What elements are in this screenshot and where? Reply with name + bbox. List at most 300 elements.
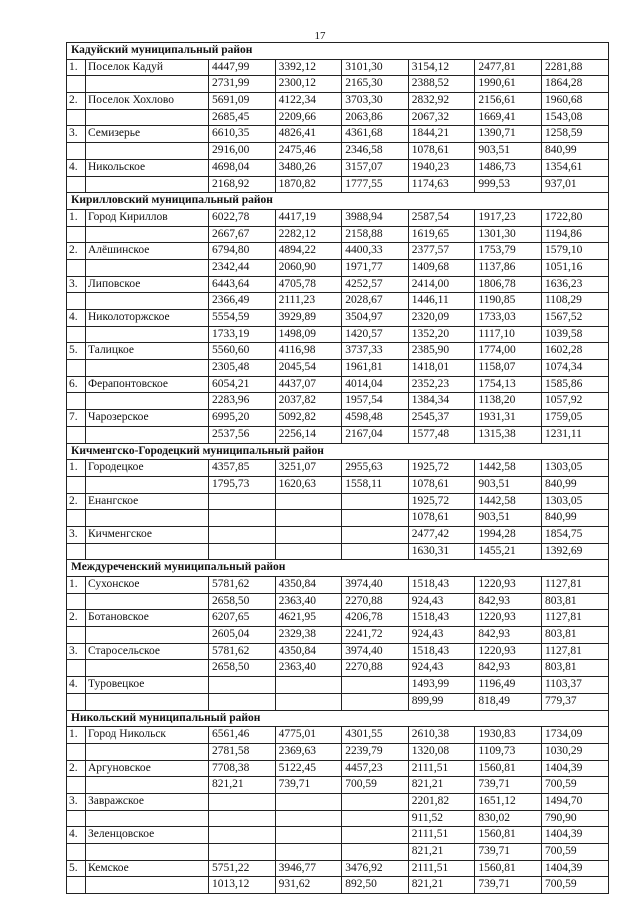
- value-cell: 1567,52: [541, 310, 608, 327]
- row-index: 4.: [67, 827, 86, 844]
- value-cell: 803,81: [541, 593, 608, 610]
- value-cell: 1930,83: [475, 727, 542, 744]
- value-cell: 3504,97: [342, 310, 409, 327]
- section-title: Кирилловский муниципальный район: [67, 193, 609, 210]
- value-cell: 4400,33: [342, 243, 409, 260]
- table-row: [67, 777, 609, 794]
- value-cell: 840,99: [541, 510, 608, 527]
- value-cell: 2067,32: [408, 109, 475, 126]
- value-cell: 6995,20: [209, 410, 276, 427]
- settlement-name: [86, 293, 209, 310]
- value-cell: 2281,88: [541, 59, 608, 76]
- value-cell: 1558,11: [342, 476, 409, 493]
- value-cell: 2165,30: [342, 76, 409, 93]
- settlement-name: [86, 360, 209, 377]
- value-cell: 2300,12: [275, 76, 342, 93]
- settlement-name: Город Кириллов: [86, 209, 209, 226]
- value-cell: 3737,33: [342, 343, 409, 360]
- value-cell: 1486,73: [475, 159, 542, 176]
- value-cell: 6207,65: [209, 610, 276, 627]
- value-cell: 3946,77: [275, 860, 342, 877]
- value-cell: 700,59: [541, 844, 608, 861]
- row-index: [67, 109, 86, 126]
- value-cell: 1925,72: [408, 493, 475, 510]
- table-row: [67, 426, 609, 443]
- value-cell: [342, 827, 409, 844]
- value-cell: 5092,82: [275, 410, 342, 427]
- value-cell: 3974,40: [342, 643, 409, 660]
- value-cell: 1231,11: [541, 426, 608, 443]
- table-row: [67, 343, 609, 360]
- row-index: 3.: [67, 643, 86, 660]
- settlement-name: [86, 76, 209, 93]
- value-cell: 1352,20: [408, 326, 475, 343]
- value-cell: 1420,57: [342, 326, 409, 343]
- settlement-name: [86, 877, 209, 894]
- value-cell: 1795,73: [209, 476, 276, 493]
- value-cell: 1117,10: [475, 326, 542, 343]
- settlement-name: [86, 693, 209, 710]
- table-row: [67, 243, 609, 260]
- value-cell: 2156,61: [475, 93, 542, 110]
- row-index: [67, 143, 86, 160]
- settlement-name: Чарозерское: [86, 410, 209, 427]
- value-cell: 1190,85: [475, 293, 542, 310]
- row-index: [67, 326, 86, 343]
- settlement-name: Семизерье: [86, 126, 209, 143]
- value-cell: 790,90: [541, 810, 608, 827]
- value-cell: 2477,81: [475, 59, 542, 76]
- table-row: [67, 326, 609, 343]
- table-row: [67, 577, 609, 594]
- table-row: [67, 493, 609, 510]
- value-cell: 4252,57: [342, 276, 409, 293]
- section-title: Никольский муниципальный район: [67, 710, 609, 727]
- value-cell: 6561,46: [209, 727, 276, 744]
- table-row: [67, 109, 609, 126]
- value-cell: 999,53: [475, 176, 542, 193]
- value-cell: 4705,78: [275, 276, 342, 293]
- value-cell: 1039,58: [541, 326, 608, 343]
- value-cell: [275, 693, 342, 710]
- row-index: 2.: [67, 760, 86, 777]
- row-index: [67, 660, 86, 677]
- value-cell: 3476,92: [342, 860, 409, 877]
- value-cell: 2241,72: [342, 627, 409, 644]
- settlement-name: [86, 426, 209, 443]
- value-cell: 937,01: [541, 176, 608, 193]
- value-cell: 5691,09: [209, 93, 276, 110]
- row-index: [67, 393, 86, 410]
- settlement-name: Зеленцовское: [86, 827, 209, 844]
- value-cell: 3154,12: [408, 59, 475, 76]
- value-cell: 5554,59: [209, 310, 276, 327]
- row-index: 3.: [67, 276, 86, 293]
- table-row: [67, 860, 609, 877]
- table-row: [67, 760, 609, 777]
- row-index: [67, 76, 86, 93]
- value-cell: 4116,98: [275, 343, 342, 360]
- value-cell: 3101,30: [342, 59, 409, 76]
- value-cell: 1602,28: [541, 343, 608, 360]
- value-cell: 1961,81: [342, 360, 409, 377]
- value-cell: 1917,23: [475, 209, 542, 226]
- row-index: [67, 476, 86, 493]
- value-cell: 1759,05: [541, 410, 608, 427]
- settlement-name: Аргуновское: [86, 760, 209, 777]
- value-cell: [342, 543, 409, 560]
- table-row: [67, 677, 609, 694]
- value-cell: 899,99: [408, 693, 475, 710]
- value-cell: 1518,43: [408, 610, 475, 627]
- table-row: [67, 743, 609, 760]
- table-row: [67, 643, 609, 660]
- row-index: 5.: [67, 343, 86, 360]
- value-cell: 1078,61: [408, 510, 475, 527]
- value-cell: 1354,61: [541, 159, 608, 176]
- settlement-name: [86, 627, 209, 644]
- table-row: [67, 93, 609, 110]
- value-cell: 4122,34: [275, 93, 342, 110]
- table-row: [67, 526, 609, 543]
- value-cell: 931,62: [275, 877, 342, 894]
- table-row: [67, 259, 609, 276]
- value-cell: 3988,94: [342, 209, 409, 226]
- value-cell: 911,52: [408, 810, 475, 827]
- value-cell: 2256,14: [275, 426, 342, 443]
- table-row: [67, 793, 609, 810]
- value-cell: 1220,93: [475, 643, 542, 660]
- value-cell: 821,21: [408, 844, 475, 861]
- settlement-name: Алёшинское: [86, 243, 209, 260]
- table-row: [67, 877, 609, 894]
- row-index: [67, 510, 86, 527]
- settlement-name: [86, 743, 209, 760]
- value-cell: 1990,61: [475, 76, 542, 93]
- table-row: [67, 410, 609, 427]
- value-cell: 700,59: [541, 877, 608, 894]
- settlement-name: [86, 109, 209, 126]
- value-cell: 2346,58: [342, 143, 409, 160]
- value-cell: 1442,58: [475, 493, 542, 510]
- value-cell: 840,99: [541, 476, 608, 493]
- row-index: 3.: [67, 793, 86, 810]
- settlement-name: [86, 393, 209, 410]
- settlement-name: Кичменгское: [86, 526, 209, 543]
- value-cell: 1560,81: [475, 860, 542, 877]
- value-cell: 2832,92: [408, 93, 475, 110]
- value-cell: 2658,50: [209, 660, 276, 677]
- value-cell: 2545,37: [408, 410, 475, 427]
- value-cell: 924,43: [408, 660, 475, 677]
- value-cell: 4206,78: [342, 610, 409, 627]
- value-cell: 4350,84: [275, 577, 342, 594]
- value-cell: 1494,70: [541, 793, 608, 810]
- row-index: [67, 810, 86, 827]
- value-cell: 2685,45: [209, 109, 276, 126]
- value-cell: 1030,29: [541, 743, 608, 760]
- value-cell: 2168,92: [209, 176, 276, 193]
- value-cell: 1498,09: [275, 326, 342, 343]
- value-cell: 1220,93: [475, 610, 542, 627]
- value-cell: 4350,84: [275, 643, 342, 660]
- row-index: 2.: [67, 610, 86, 627]
- value-cell: 4014,04: [342, 376, 409, 393]
- value-cell: 3251,07: [275, 460, 342, 477]
- value-cell: 1392,69: [541, 543, 608, 560]
- settlement-name: [86, 593, 209, 610]
- section-title: Кадуйский муниципальный район: [67, 43, 609, 60]
- value-cell: 903,51: [475, 476, 542, 493]
- value-cell: 700,59: [342, 777, 409, 794]
- value-cell: 2781,58: [209, 743, 276, 760]
- value-cell: 1158,07: [475, 360, 542, 377]
- row-index: 5.: [67, 860, 86, 877]
- table-row: [67, 693, 609, 710]
- value-cell: 1957,54: [342, 393, 409, 410]
- value-cell: [209, 677, 276, 694]
- value-cell: 2587,54: [408, 209, 475, 226]
- value-cell: 4357,85: [209, 460, 276, 477]
- value-cell: 1051,16: [541, 259, 608, 276]
- row-index: 1.: [67, 209, 86, 226]
- value-cell: 2388,52: [408, 76, 475, 93]
- value-cell: 1127,81: [541, 577, 608, 594]
- value-cell: 4894,22: [275, 243, 342, 260]
- value-cell: 2414,00: [408, 276, 475, 293]
- value-cell: 842,93: [475, 627, 542, 644]
- value-cell: 779,37: [541, 693, 608, 710]
- value-cell: 1442,58: [475, 460, 542, 477]
- value-cell: [275, 810, 342, 827]
- settlement-name: [86, 844, 209, 861]
- value-cell: 3929,89: [275, 310, 342, 327]
- value-cell: 924,43: [408, 593, 475, 610]
- value-cell: 903,51: [475, 510, 542, 527]
- value-cell: 4417,19: [275, 209, 342, 226]
- settlement-name: [86, 326, 209, 343]
- value-cell: 1404,39: [541, 827, 608, 844]
- settlement-name: Никольское: [86, 159, 209, 176]
- table-row: [67, 460, 609, 477]
- page-number: 17: [314, 30, 326, 42]
- value-cell: 739,71: [275, 777, 342, 794]
- value-cell: [342, 526, 409, 543]
- settlement-name: Енангское: [86, 493, 209, 510]
- value-cell: 1844,21: [408, 126, 475, 143]
- settlement-name: Талицкое: [86, 343, 209, 360]
- value-cell: 1619,65: [408, 226, 475, 243]
- value-cell: 1455,21: [475, 543, 542, 560]
- table-row: [67, 510, 609, 527]
- value-cell: 1303,05: [541, 460, 608, 477]
- value-cell: 2270,88: [342, 660, 409, 677]
- value-cell: 4698,04: [209, 159, 276, 176]
- value-cell: [342, 510, 409, 527]
- settlement-name: [86, 226, 209, 243]
- value-cell: 1493,99: [408, 677, 475, 694]
- value-cell: 2477,42: [408, 526, 475, 543]
- row-index: 2.: [67, 493, 86, 510]
- value-cell: 4826,41: [275, 126, 342, 143]
- settlement-name: [86, 176, 209, 193]
- value-cell: 4301,55: [342, 727, 409, 744]
- value-cell: 2475,46: [275, 143, 342, 160]
- table-row: [67, 827, 609, 844]
- value-cell: 2363,40: [275, 593, 342, 610]
- table-row: [67, 226, 609, 243]
- value-cell: 5751,22: [209, 860, 276, 877]
- value-cell: 3392,12: [275, 59, 342, 76]
- value-cell: 6022,78: [209, 209, 276, 226]
- value-cell: 821,21: [408, 877, 475, 894]
- settlement-name: Старосельское: [86, 643, 209, 660]
- value-cell: [275, 793, 342, 810]
- row-index: [67, 293, 86, 310]
- settlement-name: Поселок Хохлово: [86, 93, 209, 110]
- table-row: [67, 276, 609, 293]
- section-header-row: [67, 43, 609, 60]
- value-cell: 1127,81: [541, 610, 608, 627]
- row-index: 4.: [67, 677, 86, 694]
- value-cell: 2352,23: [408, 376, 475, 393]
- settlement-name: [86, 543, 209, 560]
- row-index: [67, 693, 86, 710]
- table-row: [67, 360, 609, 377]
- value-cell: 1870,82: [275, 176, 342, 193]
- settlement-name: [86, 510, 209, 527]
- value-cell: 1940,23: [408, 159, 475, 176]
- value-cell: [209, 510, 276, 527]
- table-row: [67, 310, 609, 327]
- value-cell: [209, 810, 276, 827]
- value-cell: 1960,68: [541, 93, 608, 110]
- value-cell: 924,43: [408, 627, 475, 644]
- value-cell: 1777,55: [342, 176, 409, 193]
- value-cell: 2537,56: [209, 426, 276, 443]
- value-cell: 2060,90: [275, 259, 342, 276]
- row-index: [67, 777, 86, 794]
- value-cell: 1446,11: [408, 293, 475, 310]
- row-index: [67, 226, 86, 243]
- value-cell: 1108,29: [541, 293, 608, 310]
- value-cell: 2342,44: [209, 259, 276, 276]
- value-cell: 1651,12: [475, 793, 542, 810]
- value-cell: 4621,95: [275, 610, 342, 627]
- settlement-name: Город Никольск: [86, 727, 209, 744]
- value-cell: 2239,79: [342, 743, 409, 760]
- value-cell: 818,49: [475, 693, 542, 710]
- value-cell: 842,93: [475, 660, 542, 677]
- section-header-row: [67, 560, 609, 577]
- value-cell: 4361,68: [342, 126, 409, 143]
- table-row: [67, 727, 609, 744]
- section-header-row: [67, 193, 609, 210]
- row-index: [67, 176, 86, 193]
- value-cell: 1753,79: [475, 243, 542, 260]
- table-row: [67, 159, 609, 176]
- value-cell: 1518,43: [408, 577, 475, 594]
- row-index: [67, 426, 86, 443]
- table-row: [67, 393, 609, 410]
- row-index: [67, 593, 86, 610]
- value-cell: 2028,67: [342, 293, 409, 310]
- value-cell: 1733,03: [475, 310, 542, 327]
- value-cell: 2667,67: [209, 226, 276, 243]
- value-cell: 6054,21: [209, 376, 276, 393]
- value-cell: [275, 543, 342, 560]
- value-cell: 1404,39: [541, 760, 608, 777]
- table-body: [67, 43, 609, 894]
- value-cell: 5781,62: [209, 577, 276, 594]
- value-cell: 1543,08: [541, 109, 608, 126]
- tariff-table: [66, 42, 609, 894]
- value-cell: 1669,41: [475, 109, 542, 126]
- settlement-name: Ботановское: [86, 610, 209, 627]
- table-row: [67, 143, 609, 160]
- value-cell: [275, 827, 342, 844]
- value-cell: 2369,63: [275, 743, 342, 760]
- value-cell: 1196,49: [475, 677, 542, 694]
- value-cell: [209, 827, 276, 844]
- value-cell: 4447,99: [209, 59, 276, 76]
- row-index: [67, 259, 86, 276]
- value-cell: 1078,61: [408, 476, 475, 493]
- value-cell: 4775,01: [275, 727, 342, 744]
- value-cell: 739,71: [475, 877, 542, 894]
- value-cell: 2037,82: [275, 393, 342, 410]
- section-header-row: [67, 443, 609, 460]
- value-cell: 1390,71: [475, 126, 542, 143]
- table-row: [67, 76, 609, 93]
- value-cell: 1258,59: [541, 126, 608, 143]
- value-cell: 1074,34: [541, 360, 608, 377]
- value-cell: 1560,81: [475, 760, 542, 777]
- value-cell: [275, 844, 342, 861]
- value-cell: 803,81: [541, 627, 608, 644]
- value-cell: 1925,72: [408, 460, 475, 477]
- value-cell: 2658,50: [209, 593, 276, 610]
- value-cell: 2329,38: [275, 627, 342, 644]
- settlement-name: [86, 777, 209, 794]
- value-cell: 2916,00: [209, 143, 276, 160]
- table-row: [67, 59, 609, 76]
- value-cell: 6610,35: [209, 126, 276, 143]
- value-cell: 2320,09: [408, 310, 475, 327]
- value-cell: [342, 793, 409, 810]
- value-cell: 1722,80: [541, 209, 608, 226]
- value-cell: 1315,38: [475, 426, 542, 443]
- value-cell: 2955,63: [342, 460, 409, 477]
- value-cell: 1301,30: [475, 226, 542, 243]
- table-row: [67, 844, 609, 861]
- value-cell: 1013,12: [209, 877, 276, 894]
- value-cell: 1734,09: [541, 727, 608, 744]
- value-cell: 2045,54: [275, 360, 342, 377]
- value-cell: 1138,20: [475, 393, 542, 410]
- value-cell: 2209,66: [275, 109, 342, 126]
- value-cell: 2111,51: [408, 827, 475, 844]
- value-cell: 1754,13: [475, 376, 542, 393]
- value-cell: 3974,40: [342, 577, 409, 594]
- row-index: 1.: [67, 577, 86, 594]
- table-row: [67, 126, 609, 143]
- value-cell: 821,21: [408, 777, 475, 794]
- value-cell: 6794,80: [209, 243, 276, 260]
- value-cell: 3703,30: [342, 93, 409, 110]
- value-cell: 1560,81: [475, 827, 542, 844]
- value-cell: 1404,39: [541, 860, 608, 877]
